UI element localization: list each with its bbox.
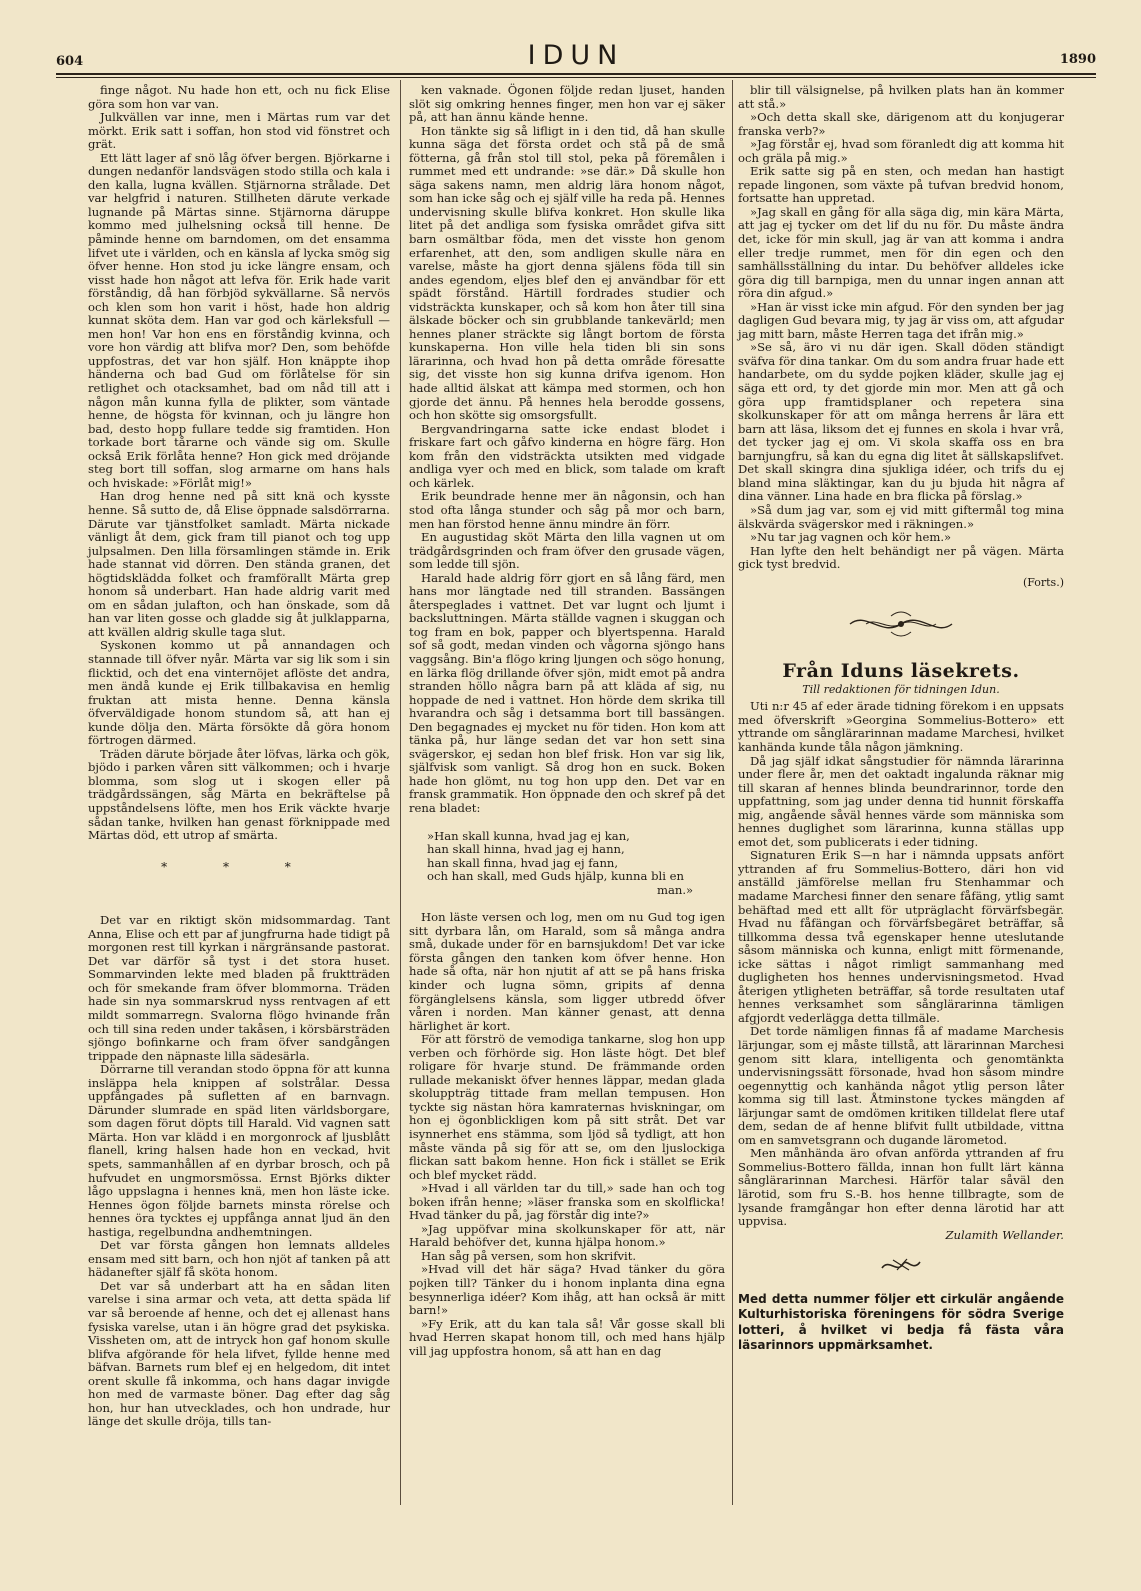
verse-line: och han skall, med Guds hjälp, kunna bli en bbox=[427, 869, 684, 884]
paragraph: Träden därute började åter löfvas, lärka och gök, bjödo i parken våren sitt välkommen; och i hvarje blomma, som slog ut i skogen eller på trädgårdssängen, såg Märta en bekräftelse på uppståndelsens löfte, men hos Erik väckte hvarje sådan tanke, hvilken han genast förknippade med Märtas död, ett utrop af smärta. bbox=[88, 746, 390, 843]
issue-year: 1890 bbox=[1059, 52, 1096, 67]
paragraph: Signaturen Erik S—n har i nämnda uppsats anfört yttranden af fru Sommelius-Bottero, däri hon vid anställd jämförelse mellan fru Stenhammar och madame Marchesi finner den senare fåfäng, ytlig samt behäftad med ett allt för utpräglacht förvärfsbegär. Hvad nu fåfängan och förvärfsbegäret beträffar, så tillkomma dessa två egenskaper henne uteslutande såsom människa och kunna, enligt mitt förmenande, icke sättas i något rimligt sammanhang med dugligheten hos hennes undervisningsmetod. Hvad återigen ytligheten beträffar, så torde resultaten utaf hennes verksamhet som sånglärarinna tämligen afgjordt vederlägga detta tillmäle. bbox=[738, 848, 1064, 1025]
page-number: 604 bbox=[56, 54, 84, 69]
paragraph: Han lyfte den helt behändigt ner på vägen. Märta gick tyst bredvid. bbox=[738, 543, 1064, 572]
column-2 bbox=[409, 84, 725, 1358]
paragraph: Men månhända äro ofvan anförda yttranden af fru Sommelius-Bottero fällda, innan hon fullt lärt känna sånglärarinnan Marchesi. Härför talar såväl den lärotid, som fru S.-B. hos henne tillbragte, som de lysande framgångar hon efter denna lärotid har att uppvisa. bbox=[738, 1146, 1064, 1229]
paragraph: »Jag uppöfvar mina skolkunskaper för att, när Harald behöfver det, kunna hjälpa honom.» bbox=[409, 1221, 725, 1250]
paragraph: »Hvad vill det här säga? Hvad tänker du göra pojken till? Tänker du i honom inplanta dina egna besynnerliga idéer? Kom ihåg, att han också är mitt barn!» bbox=[409, 1262, 725, 1318]
paragraph: »Jag skall en gång för alla säga dig, min kära Märta, att jag ej tycker om det lif du nu för. Du måste ändra det, icke för min skull, jag är van att komma i andra eller tredje rummet, men för din egen och den samhällsställning du intar. Du behöfver alldeles icke göra dig till barnpiga, men du unnar ingen annan att röra din afgud.» bbox=[738, 204, 1064, 301]
paragraph: Han såg på versen, som hon skrifvit. bbox=[421, 1248, 637, 1263]
paragraph: För att förströ de vemodiga tankarne, slog hon upp verben och förhörde sig. Hon läste högt. Det blef roligare för hvarje stund. De främmande orden rullade mekaniskt öfver hennes läppar, medan glada skoluppträg tittade fram mellan tempusen. Hon tyckte sig nästan höra kamraternas hviskningar, om hon ej ögonblickligen kom på sitt stråt. Det var isynnerhet ens stämma, som ljöd så tydligt, att hon måste vända på sig för att se, om den ljuslockiga flickan satt bakom henne. Hon fick i stället se Erik och blef mycket rädd. bbox=[409, 1032, 725, 1182]
verse-line: han skall finna, hvad jag ej fann, bbox=[427, 855, 619, 870]
paragraph: Hon läste versen och log, men om nu Gud tog igen sitt dyrbara lån, om Harald, som så många andra små, dukade under för en barnsjukdom! Det var icke första gången den tanken kom öfver henne. Hon hade så ofta, när hon njutit af att se på hans friska kinder och lugna sömn, gripits af denna förgänglelsens känsla, som ligger utbredd öfver våren i norden. Man känner genast, att denna härlighet är kort. bbox=[409, 910, 725, 1033]
paragraph: Syskonen kommo ut på annandagen och stannade till öfver nyår. Märta var sig lik som i sin flicktid, och det ena vinternöjet aflöste det andra, men ändå kunde ej Erik tillbakavisa en hemlig fruktan att mista henne. Denna känsla öfverväldigade honom stundom så, att han ej kunde dölja den. Märta försökte då göra honom förtrogen därmed. bbox=[88, 638, 390, 748]
section-title: Från Iduns läsekrets. bbox=[782, 660, 1020, 683]
poem-verse bbox=[427, 830, 725, 898]
column-divider-1 bbox=[400, 80, 401, 1505]
column-1 bbox=[88, 84, 390, 1429]
paragraph: Bergvandringarna satte icke endast blodet i friskare fart och gåfvo kinderna en högre färg. Hon kom från den vidsträckta utsikten med vidgade andliga vyer och med en blick, som talade om kraft och kärlek. bbox=[409, 421, 725, 490]
paragraph: Det var så underbart att ha en sådan liten varelse i sina armar och veta, att detta späda lif var så beroende af henne, och det ej allenast hans fysiska varelse, utan i än högre grad det psykiska. Vissheten om, att de intryck hon gaf honom skulle blifva afgörande för hela lifvet, fyllde henne med bäfvan. Barnets rum blef ej en helgedom, dit intet orent skulle få inkomma, och hans dagar invigde hon med de varmaste böner. Dag efter dag såg hon, hur han utvecklades, och hon undrade, hur länge det skulle dröja, tills tan- bbox=[88, 1278, 390, 1429]
signature: Zulamith Wellander. bbox=[945, 1227, 1064, 1242]
paragraph: »Så dum jag var, som ej vid mitt giftermål tog mina älskvärda svägerskor med i räkningen.» bbox=[738, 502, 1064, 531]
paragraph: Han drog henne ned på sitt knä och kysste henne. Så sutto de, då Elise öppnade salsdörrarna. Därute var tjänstfolket samladt. Märta nickade vänligt åt dem, gick fram till pianot och tog upp julpsalmen. Den lilla församlingen stämde in. Erik hade stannat vid dörren. Den stända granen, det högtidsklädda folket och framförallt Märta grep honom så underbart. Han hade aldrig varit med om en sådan julafton, och han önskade, som då han var liten gosse och gladde sig åt julklapparna, att kvällen aldrig skulle taga slut. bbox=[88, 489, 390, 639]
paragraph: ken vaknade. Ögonen följde redan ljuset, handen slöt sig omkring hennes finger, men hon var ej säker på, att han ännu kände henne. bbox=[409, 83, 725, 125]
paragraph: »Fy Erik, att du kan tala så! Vår gosse skall bli hvad Herren skapat honom till, och med hans hjälp vill jag uppfostra honom, så att han en dag bbox=[409, 1316, 725, 1358]
circular-notice: Med detta nummer följer ett cirkulär angående Kulturhistoriska föreningens för södra Sverige lotteri, å hvilket vi bedja få fästa våra läsarinnors uppmärksamhet. bbox=[738, 1292, 1064, 1352]
paragraph: Erik satte sig på en sten, och medan han hastigt repade lingonen, som växte på tufvan bredvid honom, fortsatte han uppretad. bbox=[738, 164, 1064, 206]
paragraph: »Hvad i all världen tar du till,» sade han och tog boken ifrån henne; »läser franska som en skolflicka! Hvad tänker du på, jag förstår dig inte?» bbox=[409, 1181, 725, 1223]
paragraph: »Nu tar jag vagnen och kör hem.» bbox=[750, 530, 952, 545]
paragraph: Det var första gången hon lemnats alldeles ensam med sitt barn, och hon njöt af tanken på att hädanefter själf få sköta honom. bbox=[88, 1238, 390, 1280]
small-ornament-icon bbox=[879, 1254, 923, 1276]
verse-line: han skall hinna, hvad jag ej hann, bbox=[427, 842, 625, 857]
verse-line: man.» bbox=[657, 882, 694, 897]
column-divider-2 bbox=[732, 80, 733, 1505]
paragraph: Harald hade aldrig förr gjort en så lång färd, men hans mor längtade ned till stranden. Bassängen återspeglades i vattnet. Det var lugnt och ljumt i backsluttningen. Märta ställde vagnen i skuggan och tog fram en bok, papper och blyertspenna. Harald sof så godt, medan vinden och vågorna sjöngo hans vaggsång. Bin'a flögo kring ljungen och sögo honung, en lärka flög drillande öfver sjön, midt emot på andra stranden höllo några barn på att kläda af sig, nu hoppade de ned i vattnet. Hon hörde dem skrika till hvarandra och såg i detsamma bort till bassängen. Den begagnades ej mycket nu för tiden. Hon kom att tänka på, hur länge sedan det var hon sett sina svägerskor, ej sedan hon blef frisk. Hon var sig lik, själfvisk som vanligt. Så drog hon en suck. Boken hade hon glömt, nu tog hon upp den. Det var en fransk grammatik. Hon öppnade den och skref på det rena bladet: bbox=[409, 570, 725, 815]
paragraph: Det var en riktigt skön midsommardag. Tant Anna, Elise och ett par af jungfrurna hade tidigt på morgonen rest till kyrkan i närgränsande pastorat. Det var därför så tyst i det stora huset. Sommarvinden lekte med bladen på fruktträden och för smekande fram öfver blommorna. Träden hade sin nya sommarskrud nyss rentvagen af ett mildt sommarregn. Svalorna flögo hvinande från och till sina reden under takåsen, i körsbärsträden sjöngo bofinkarne och fram öfver sandgången trippade den näpnaste lilla sädesärla. bbox=[88, 913, 390, 1063]
column-3 bbox=[738, 84, 1064, 1353]
paragraph: Erik beundrade henne mer än någonsin, och han stod ofta långa stunder och såg på mor och barn, men han förstod henne ännu mindre än förr. bbox=[409, 489, 725, 531]
header-rule bbox=[56, 73, 1096, 75]
paragraph: Uti n:r 45 af eder ärade tidning förekom i en uppsats med öfverskrift »Georgina Sommelius-Bottero» ett yttrande om sånglärarinnan madame Marchesi, hvilket kanhända kunde tåla någon jämkning. bbox=[738, 699, 1064, 754]
paragraph: Hon tänkte sig så lifligt in i den tid, då han skulle kunna säga det första ordet och stå på de små fötterna, gå från stol till stol, peka på föremålen i rummet med ett undrande: »se där.» Då skulle hon säga sakens namn, men aldrig lära honom något, som han icke såg och ej själf ville ha reda på. Hennes undervisning skulle blifva konkret. Hon skulle lika litet på det andliga som fysiska området gifva sitt barn osmältbar föda, men det visste hon genom erfarenhet, att den, som andligen skulle nära en varelse, måste ha gjort denna själens föda till sin andes egendom, eljes blef den ej användbar för ett spädt förstånd. Härtill fordrades studier och vidsträckta kunskaper, och så kom hon åter till sina älskade böcker och sin grubblande tankevärld; men hennes planer sträckte sig långt bortom de första kunskaperna. Hon ville hela tiden bli sin sons lärarinna, och hvad hon på detta område föresatte sig, det visste hon sig kunna drifva igenom. Hon hade alltid älskat att kämpa med stormen, och hon gjorde det ännu. På hennes hela berodde gossens, och hon skötte sig omsorgsfullt. bbox=[409, 123, 725, 423]
paragraph: Julkvällen var inne, men i Märtas rum var det mörkt. Erik satt i soffan, hon stod vid fönstret och grät. bbox=[88, 110, 390, 152]
paragraph: »Jag förstår ej, hvad som föranledt dig att komma hit och gräla på mig.» bbox=[738, 137, 1064, 165]
verse-line: »Han skall kunna, hvad jag ej kan, bbox=[427, 828, 630, 843]
paragraph: »Och detta skall ske, därigenom att du konjugerar franska verb?» bbox=[738, 110, 1064, 138]
masthead-title: IDUN bbox=[527, 40, 625, 71]
paragraph: Då jag själf idkat sångstudier för nämnda lärarinna under flere år, men det oaktadt ingalunda räknar mig till skaran af hennes blinda beundrarinnor, torde den uppfattning, som jag under denna tid hunnit förskaffa mig, angående såväl hennes värde som människa som hennes duglighet som lärarinna, kunna ställas upp emot det, som publicerats i eder tidning. bbox=[738, 753, 1064, 849]
paragraph: Ett lätt lager af snö låg öfver bergen. Björkarne i dungen nedanför landsvägen stodo stilla och kala i den kalla, lugna kvällen. Stjärnorna strålade. Det var helgfrid i naturen. Stillheten därute verkade lugnande på Märtas sinne. Stjärnorna däruppe kommo med julhelsning också till henne. De påminde henne om barndomen, om det ensamma lifvet ute i världen, och en känsla af lycka smög sig öfver henne. Hon stod ju icke längre ensam, och visst hade hon något att lefva för. Erik hade varit förståndig, då han förbjöd sykvällarne. Så nervös och klen som hon varit i höst, hade hon aldrig kunnat sköta dem. Han var god och kärleksfull — men hon! Var hon ens en förståndig kvinna, och vore hon värdig att blifva mor? Den, som behöfde uppfostras, det var hon själf. Hon knäppte ihop händerna och bad Gud om förlåtelse för sin retlighet och otacksamhet, bad om nåd till att i någon mån kunna fylla de plikter, som väntade henne, de högsta för kvinnan, och ju längre hon bad, desto hopp fullare tedde sig framtiden. Hon torkade bort tårarne och vände sig om. Skulle också Erik förlåta henne? Hon gick med dröjande steg bort till soffan, slog armarne om hans hals och hviskade: »Förlåt mig!» bbox=[88, 150, 390, 490]
paragraph: finge något. Nu hade hon ett, och nu fick Elise göra som hon var van. bbox=[88, 83, 390, 111]
paragraph: En augustidag sköt Märta den lilla vagnen ut om trädgårdsgrinden och fram öfver den grusade vägen, som ledde till sjön. bbox=[409, 530, 725, 572]
paragraph: »Se så, äro vi nu där igen. Skall döden ständigt sväfva för dina tankar. Om du som andra fruar hade ett handarbete, om du sydde pojken kläder, skulle jag ej säga ett ord, ty det gjorde min mor. Men att gå och göra upp framtidsplaner och repetera sina skolkunskaper för att om många herrens år lära ett barn att läsa, liksom det ej funnes en skola i hvar vrå, det tycker jag ej om. Vi skola skaffa oss en bra barnjungfru, så kan du egna dig litet åt sällskapslifvet. Det skall skingra dina sjukliga idéer, och trifs du ej bland mina släktingar, kan du ju bjuda hit några af dina vänner. Lina hade en bra flicka på förslag.» bbox=[738, 340, 1064, 504]
paragraph: blir till välsignelse, på hvilken plats han än kommer att stå.» bbox=[738, 83, 1064, 111]
paragraph: Det torde nämligen finnas få af madame Marchesis lärjungar, som ej måste tillstå, att lärarinnan Marchesi genom sitt klara, intelligenta och genomtänkta undervisningssätt försonade, hvad hon såsom mindre oegennyttig och kanhända något ytlig person låter komma sig till last. Åtminstone tyckes mängden af lärjungar samt de omdömen kritiken tilldelat flere utaf dem, sedan de af henne blifvit fullt utbildade, vittna om en samvetsgrann och dugande lärometod. bbox=[738, 1024, 1064, 1147]
section-separator: * * * bbox=[161, 859, 317, 874]
paragraph: Dörrarne till verandan stodo öppna för att kunna insläppa hela knippen af solstrålar. Dessa uppfångades på sufletten af en barnvagn. Därunder slumrade en späd liten världsborgare, som dagen förut döpts till Harald. Vid vagnen satt Märta. Hon var klädd i en morgonrock af ljusblått flanell, kring halsen hade hon en veckad, hvit spets, sammanhållen af en dyrbar brosch, och på hufvudet en ungmorsmössa. Ernst Björks dikter lågo uppslagna i hennes knä, men hon läste icke. Hennes ögon följde barnets minsta rörelse och hennes öra tycktes ej uppfånga annat ljud än den hastiga, regelbundna andhemtningen. bbox=[88, 1062, 390, 1239]
continued-label: (Forts.) bbox=[1022, 575, 1064, 589]
ornament-flourish-icon bbox=[846, 607, 956, 641]
header-rule-thin bbox=[56, 77, 1096, 78]
paragraph: »Han är visst icke min afgud. För den synden ber jag dagligen Gud bevara mig, ty jag är viss om, att afgudar jag mitt barn, måste Herren taga det ifrån mig.» bbox=[738, 299, 1064, 341]
page-header bbox=[56, 40, 1096, 72]
section-subtitle: Till redaktionen för tidningen Idun. bbox=[802, 682, 1000, 696]
